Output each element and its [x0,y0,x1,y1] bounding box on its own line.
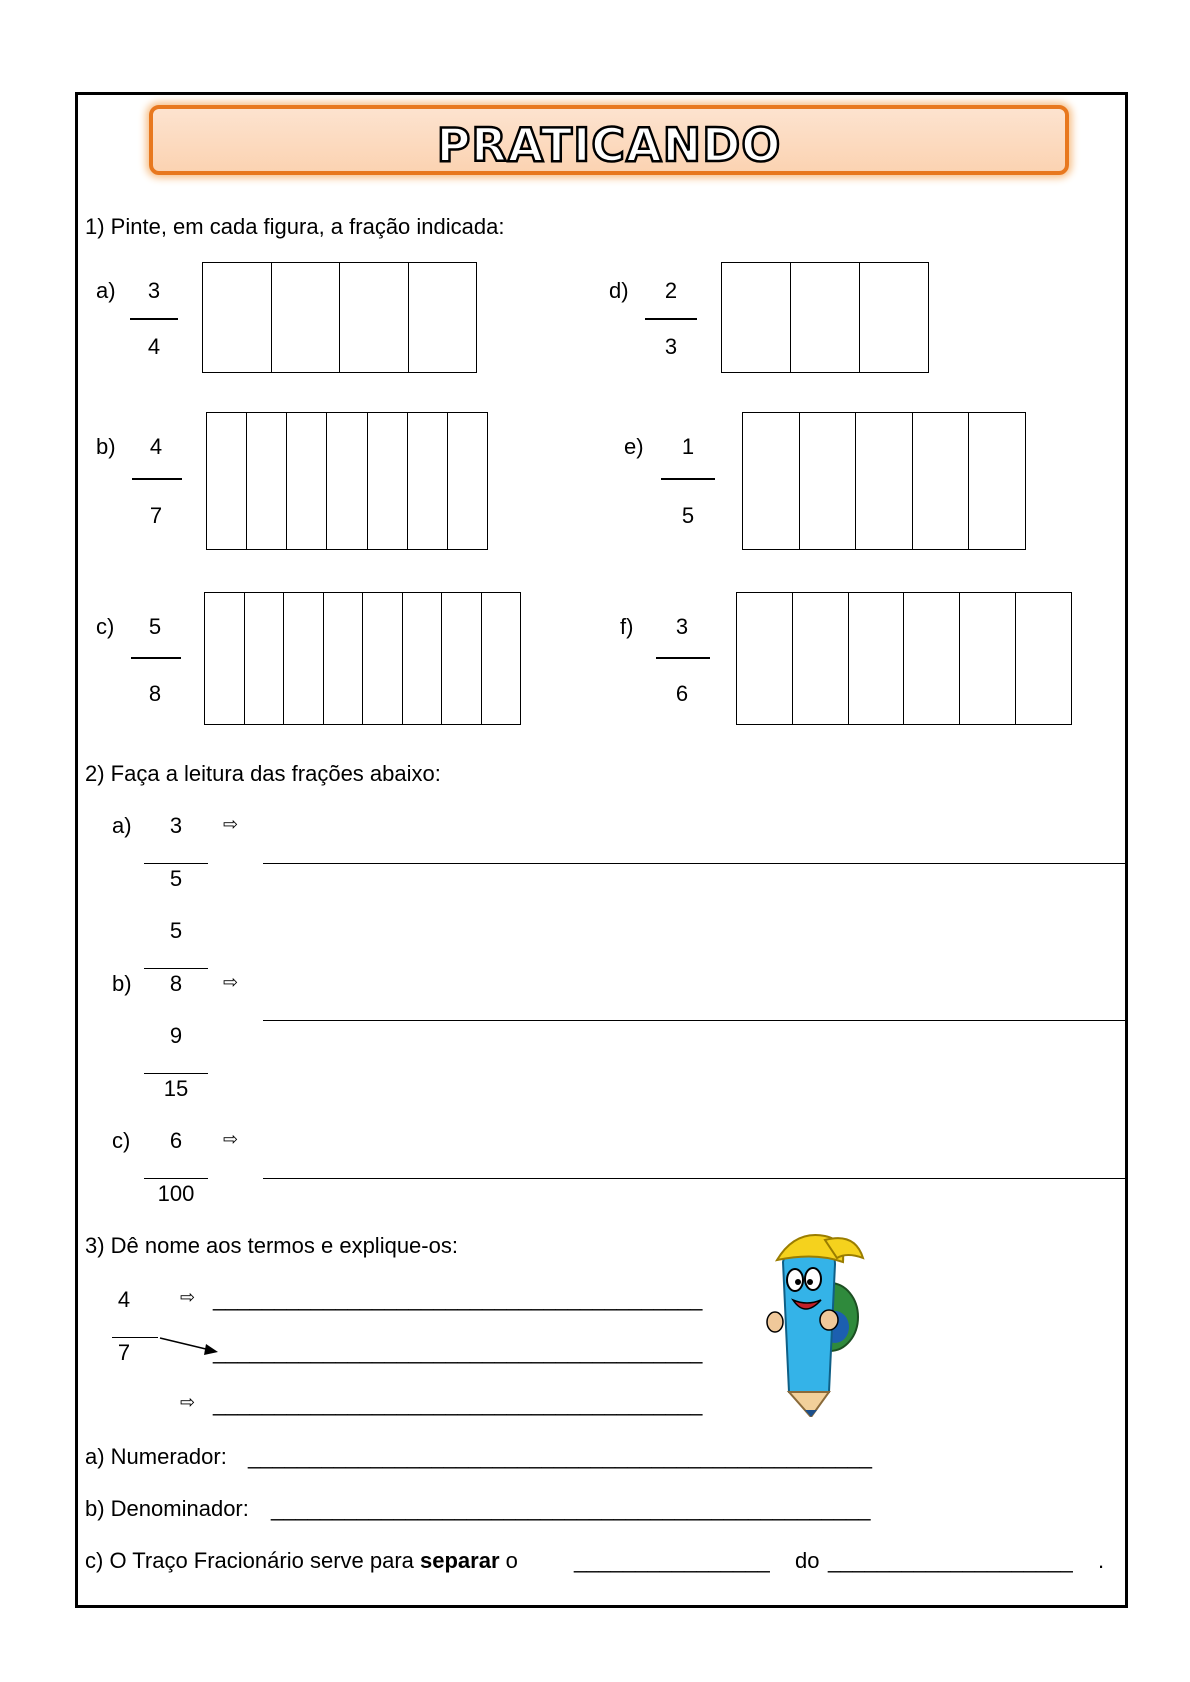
q3-blank-3[interactable]: ________________________________________ [213,1391,703,1416]
figure-part[interactable] [207,413,246,549]
q2-b-fraction-bar [144,968,208,969]
q1-a-figure[interactable] [202,262,477,373]
figure-part[interactable] [402,593,442,724]
figure-part[interactable] [283,593,323,724]
q3-c-blank-1[interactable]: ________________ [574,1548,770,1573]
q1-f-label: f) [620,614,634,639]
figure-part[interactable] [737,593,792,724]
figure-part[interactable] [408,263,477,372]
figure-part[interactable] [367,413,407,549]
q1-e-figure[interactable] [742,412,1026,550]
figure-part[interactable] [481,593,521,724]
figure-part[interactable] [903,593,959,724]
q3-b-blank[interactable]: _________________________________________________ [271,1496,871,1521]
figure-part[interactable] [203,263,271,372]
q2-a-denominator: 5 [169,866,183,891]
q2-b-arrow-icon: ⇨ [223,972,239,992]
q2-c-arrow-icon: ⇨ [223,1129,239,1149]
q2-extra-denominator: 100 [157,1181,195,1206]
q1-d-denominator: 3 [664,334,678,359]
q2-b-numerator: 5 [169,918,183,943]
q1-b-fraction-bar [132,478,182,480]
figure-part[interactable] [959,593,1015,724]
q1-c-figure[interactable] [204,592,521,725]
q1-c-label: c) [96,614,115,639]
figure-part[interactable] [792,593,848,724]
figure-part[interactable] [722,263,790,372]
q1-c-fraction-bar [131,657,181,659]
figure-part[interactable] [407,413,447,549]
q2-a-answer-line[interactable] [263,863,1128,864]
q1-a-label: a) [96,278,116,303]
q3-a-label: a) Numerador: [85,1444,227,1469]
q3-c-text-1: c) O Traço Fracionário serve para [85,1548,421,1573]
q1-a-numerator: 3 [147,278,161,303]
figure-part[interactable] [246,413,286,549]
figure-part[interactable] [441,593,481,724]
q3-c-sentence [85,1548,518,1574]
figure-part[interactable] [799,413,856,549]
figure-part[interactable] [859,263,928,372]
q2-c-label: c) [112,1128,131,1153]
q3-pointer-arrow-icon [158,1335,220,1357]
q2-c-answer-line[interactable] [263,1178,1128,1179]
q1-d-label: d) [609,278,629,303]
q1-c-denominator: 8 [148,681,162,706]
q3-arrow-icon-1: ⇨ [180,1287,196,1307]
q3-blank-1[interactable]: ________________________________________ [213,1286,703,1311]
q1-e-fraction-bar [661,478,715,480]
q1-f-numerator: 3 [675,614,689,639]
q1-e-denominator: 5 [681,503,695,528]
figure-part[interactable] [205,593,244,724]
q3-fraction-bar [112,1337,158,1338]
q3-numerator: 4 [117,1287,131,1312]
pencil-mascot-icon [755,1222,870,1417]
q1-b-numerator: 4 [149,434,163,459]
figure-part[interactable] [339,263,408,372]
q1-b-figure[interactable] [206,412,488,550]
q1-a-denominator: 4 [147,334,161,359]
q1-f-figure[interactable] [736,592,1072,725]
figure-part[interactable] [743,413,799,549]
figure-part[interactable] [362,593,402,724]
figure-part[interactable] [790,263,859,372]
q1-e-numerator: 1 [681,434,695,459]
q2-extra-fraction-bar [144,1178,208,1179]
q3-c-text-2: o [499,1548,518,1573]
q2-prompt: 2) Faça a leitura das frações abaixo: [85,761,441,786]
q1-d-fraction-bar [645,318,697,320]
q3-c-text-3: do [795,1548,820,1573]
q1-b-label: b) [96,434,116,459]
q3-c-end: . [1098,1548,1105,1573]
figure-part[interactable] [447,413,487,549]
q3-prompt: 3) Dê nome aos termos e explique-os: [85,1233,458,1258]
q2-a-fraction-bar [144,863,208,864]
q3-b-label: b) Denominador: [85,1496,249,1521]
q1-d-numerator: 2 [664,278,678,303]
q3-a-blank[interactable]: ___________________________________________________ [248,1444,873,1469]
q1-e-label: e) [624,434,644,459]
q1-f-fraction-bar [656,657,710,659]
figure-part[interactable] [271,263,340,372]
q2-b-label: b) [112,971,132,996]
figure-part[interactable] [848,593,904,724]
q1-prompt: 1) Pinte, em cada figura, a fração indicada: [85,214,505,239]
q2-b-answer-line[interactable] [263,1020,1128,1021]
q3-blank-2[interactable]: ________________________________________ [213,1339,703,1364]
q2-c-fraction-bar [144,1073,208,1074]
q2-a-numerator: 3 [169,813,183,838]
figure-part[interactable] [1015,593,1071,724]
q2-c-denominator: 15 [163,1076,189,1101]
q3-arrow-icon-2: ⇨ [180,1392,196,1412]
q2-b-denominator: 8 [169,971,183,996]
q2-a-arrow-icon: ⇨ [223,814,239,834]
q2-extra-numerator: 6 [169,1128,183,1153]
figure-part[interactable] [326,413,366,549]
q1-a-fraction-bar [130,318,178,320]
q1-c-numerator: 5 [148,614,162,639]
q3-c-blank-2[interactable]: ____________________ [828,1548,1073,1573]
q1-f-denominator: 6 [675,681,689,706]
q1-d-figure[interactable] [721,262,929,373]
figure-part[interactable] [968,413,1025,549]
figure-part[interactable] [912,413,969,549]
figure-part[interactable] [286,413,326,549]
figure-part[interactable] [855,413,912,549]
page-title: PRATICANDO [436,118,782,172]
q3-denominator: 7 [117,1340,131,1365]
q3-c-bold: separar [420,1548,500,1573]
q2-a-label: a) [112,813,132,838]
q2-c-numerator: 9 [169,1023,183,1048]
q1-b-denominator: 7 [149,503,163,528]
figure-part[interactable] [323,593,363,724]
figure-part[interactable] [244,593,284,724]
